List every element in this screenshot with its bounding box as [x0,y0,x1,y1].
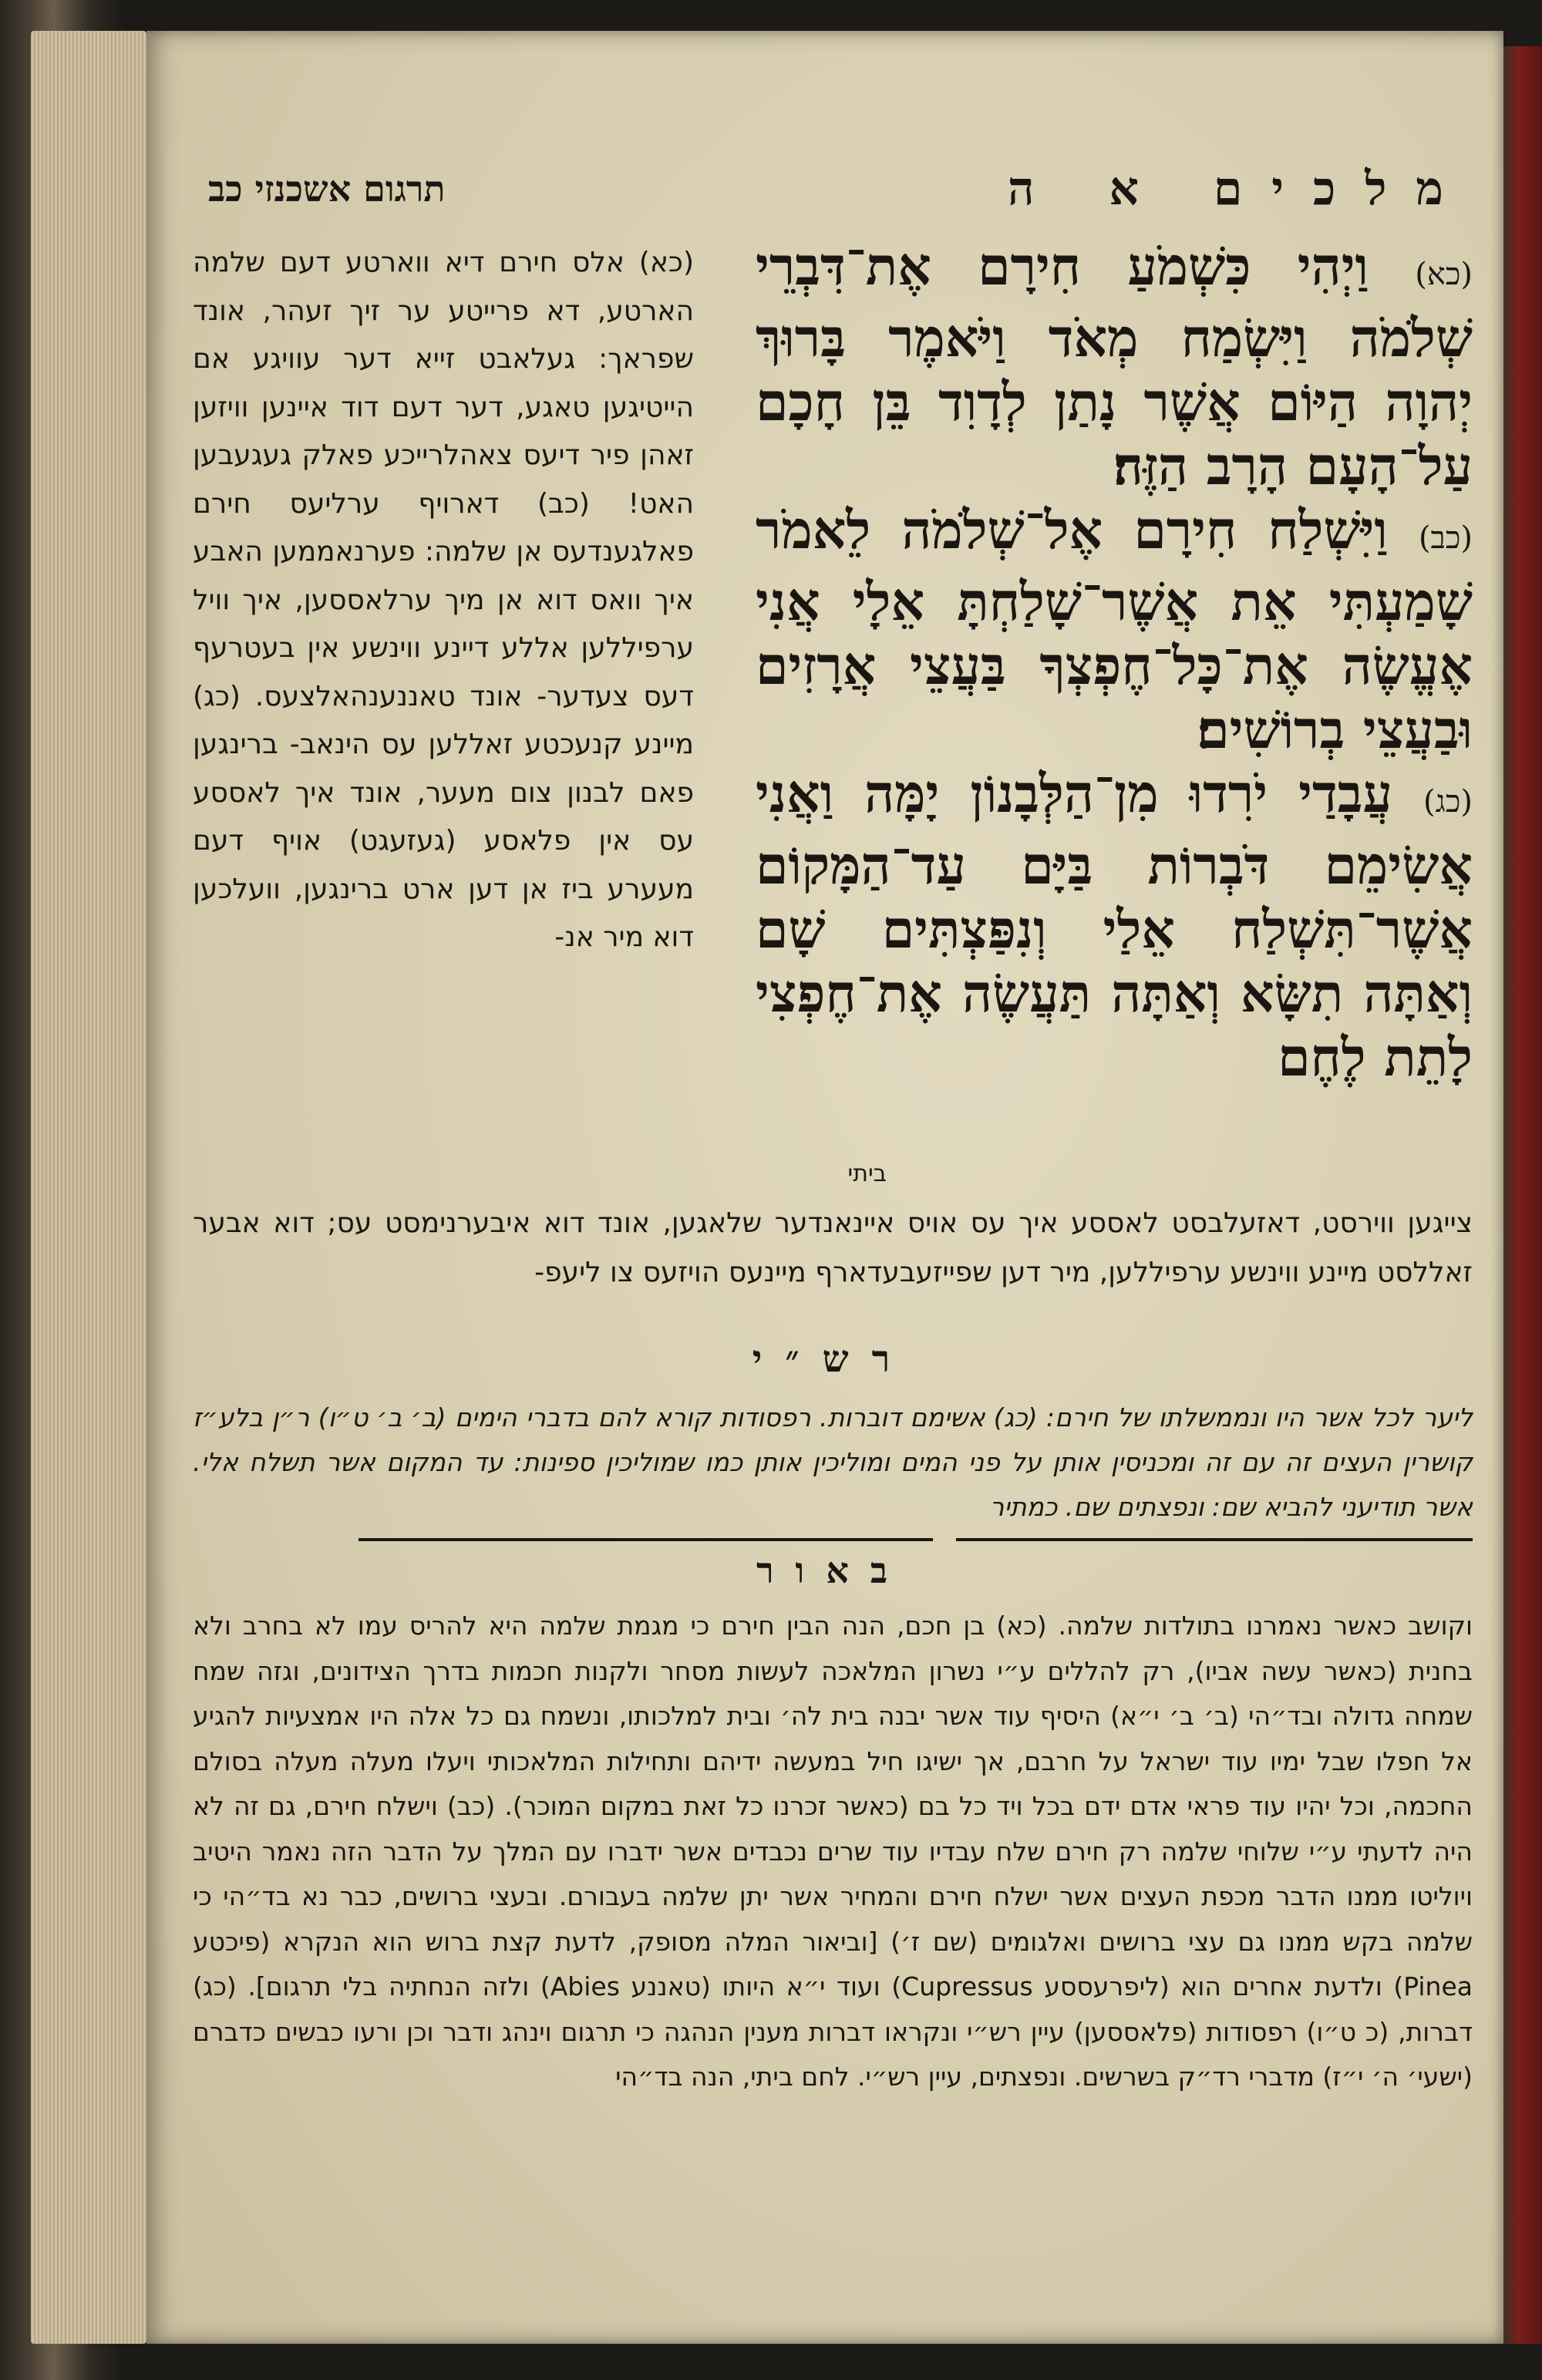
running-header [193,162,1473,224]
catchword: ביתי [847,1160,887,1187]
targum-title: תרגום אשכנזי כב [208,168,446,210]
hebrew-verse [756,499,1473,762]
verse-text: וַיְהִי כִּשְׁמֹעַ חִירָם אֶת־דִּבְרֵי שְׁלֹמֹה וַיִּשְׂמַח מְאֹד וַיֹּאמֶר בָּרוּךְ יְהוָה הַיּוֹם אֲשֶׁר נָתַן לְדָוִד בֵּן חָכָם עַל־הָעָם הָרָב הַזֶּה׃ [756,236,1473,497]
hebrew-verse [756,762,1473,1090]
verse-text: עֲבָדַי יֹרִדוּ מִן־הַלְּבָנוֹן יָמָּה וַאֲנִי אֲשִׂימֵם דֹּבְרוֹת בַּיָּם עַד־הַמָּקוֹם אֲשֶׁר־תִּשְׁלַח אֵלַי וְנִפַּצְתִּים שָׁם וְאַתָּה תִשָּׂא וְאַתָּה תַּעֲשֶׂה אֶת־חֶפְצִי לָתֵת לֶחֶם [756,763,1473,1089]
biur-commentary: וקושב כאשר נאמרנו בתולדות שלמה. (כא) בן חכם, הנה הבין חירם כי מגמת שלמה היא להריס עמו לא בחרב ולא בחנית (כאשר עשה אביו), רק להללים ע״י נשרון המלאכה לעשות מסחר ולקנות חכמות בדרך הצידונים, וגזה שמח שמחה גדולה ובד״הי (ב׳ ב׳ י״א) היסיף עוד אשר יבנה בית לה׳ ובית למלכותו, ונשמח גם כל אלה היו אמצעיות להגיע אל חפלו שבל ימיו עוד ישראל על חרבם, אך ישיגו חיל במעשה ידיהם ותחילות המלאכותי ויעלו מעלה מעלה בסולם החכמה, וכל יהיו עוד פראי אדם ידם בכל ויד כל בם (כאשר זכרנו כל זאת במקום המוכר). (כב) וישלח חירם, גם זה לא היה לדעתי ע״י שלוחי שלמה רק חירם שלח עבדיו עוד שרים נכבדים אשר ידברו עם המלך על הדבר הזה נאמר היטיב ויוליטו ממנו הדבר מכפת העצים אשר ישלח חירם והמחיר אשר יתן שלמה בעבורם. ובעצי ברושים, כבר נא בד״הי כי שלמה בקש ממנו גם עצי ברושים ואלגומים (שם ז׳) [וביאור המלה מסופק, לדעת קצת ברוש הוא הנקרא (פיכטע Pinea) ולדעת אחרים הוא (ליפרעססע Cupressus) ועוד י״א היותו (טאננע Abies) ולזה הנחתיה בלי תרגום]. (כג) דברות, (כ ט״ו) רפסודות (פלאססען) עיין רש״י ונקראו דברות מענין הנהגה כי תרגום וינהג ודבר וכן ורעו כבשים כדברם (ישעי׳ ה׳ י״ז) מדברי רד״ק בשרשים. ונפצתים, עיין רש״י. לחם ביתי, הנה בד״הי [193,1611,1473,2092]
page-edges [31,31,146,2344]
divider [359,1538,933,1541]
hebrew-text-column [756,235,1473,1090]
biur-heading: באור [756,1550,910,1591]
verse-number: (כב) [1418,520,1473,556]
verse-text: וַיִּשְׁלַח חִירָם אֶל־שְׁלֹמֹה לֵאמֹר שָׁמַעְתִּי אֵת אֲשֶׁר־שָׁלַחְתָּ אֵלָי אֲנִי אֶעֱשֶׂה אֶת־כָּל־חֶפְצְךָ בַּעֲצֵי אֲרָזִים וּבַעֲצֵי בְרוֹשִׁים׃ [756,500,1473,761]
divider [956,1538,1473,1541]
hebrew-verse [756,235,1473,499]
book-title: מלכים א ה [1008,162,1473,216]
targum-column: (כא) אלס חירם דיא ווארטע דעם שלמה הארטע, דא פרייטע ער זיך זעהר, אונד שפראך: געלאבט זייא דער עוויגע אם הייטיגען טאגע, דער דעם דוד איינען וויזען זאהן פיר דיעס צאהלרייכע פאלק געגעבען האט! (כב) דארויף ערליעס חירם פאלגענדעס אן שלמה: פערנאממען האבע איך וואס דוא אן מיך ערלאססען, איך וויל ערפיללען אללע דיינע ווינשע אין בעטרעף דעס צעדער- אונד טאננענהאלצעס. (כג) מיינע קנעכטע זאללען עס הינאב- ברינגען פאם לבנון צום מעער, אונד איך לאססע עס אין פלאסע (געזעגט) אויף דעם מעערע ביז אן דען ארט ברינגען, וועלכען דוא מיר אנ- [193,247,694,953]
rashi-heading: רש״י [752,1338,914,1381]
verse-number: (כא) [1415,257,1473,292]
verse-number: (כג) [1423,784,1473,820]
book-cover-edge [1503,46,1542,2344]
rashi-commentary: ליער לכל אשר היו ונממשלתו של חירם: (כג) אשימם דוברות. רפסודות קורא להם בדברי הימים (ב׳ ב׳ ט״ו) ר״ן בלע״ז קושרין העצים זה עם זה ומכניסין אותן על פני המים ומוליכין אותן כמו שמוליכין ספינות: עד המקום אשר תשלח אלי. אשר תודיעני להביא שם: ונפצתים שם. כמתיר [193,1402,1473,1522]
targum-continuation: צייגען ווירסט, דאזעלבסט לאססע איך עס אויס איינאנדער שלאגען, אונד דוא איבערנימסט עס; דוא אבער זאללסט מיינע ווינשע ערפיללען, מיר דען שפייזעבעדארף מיינעס הויזעס צו ליעפ- [193,1207,1473,1288]
